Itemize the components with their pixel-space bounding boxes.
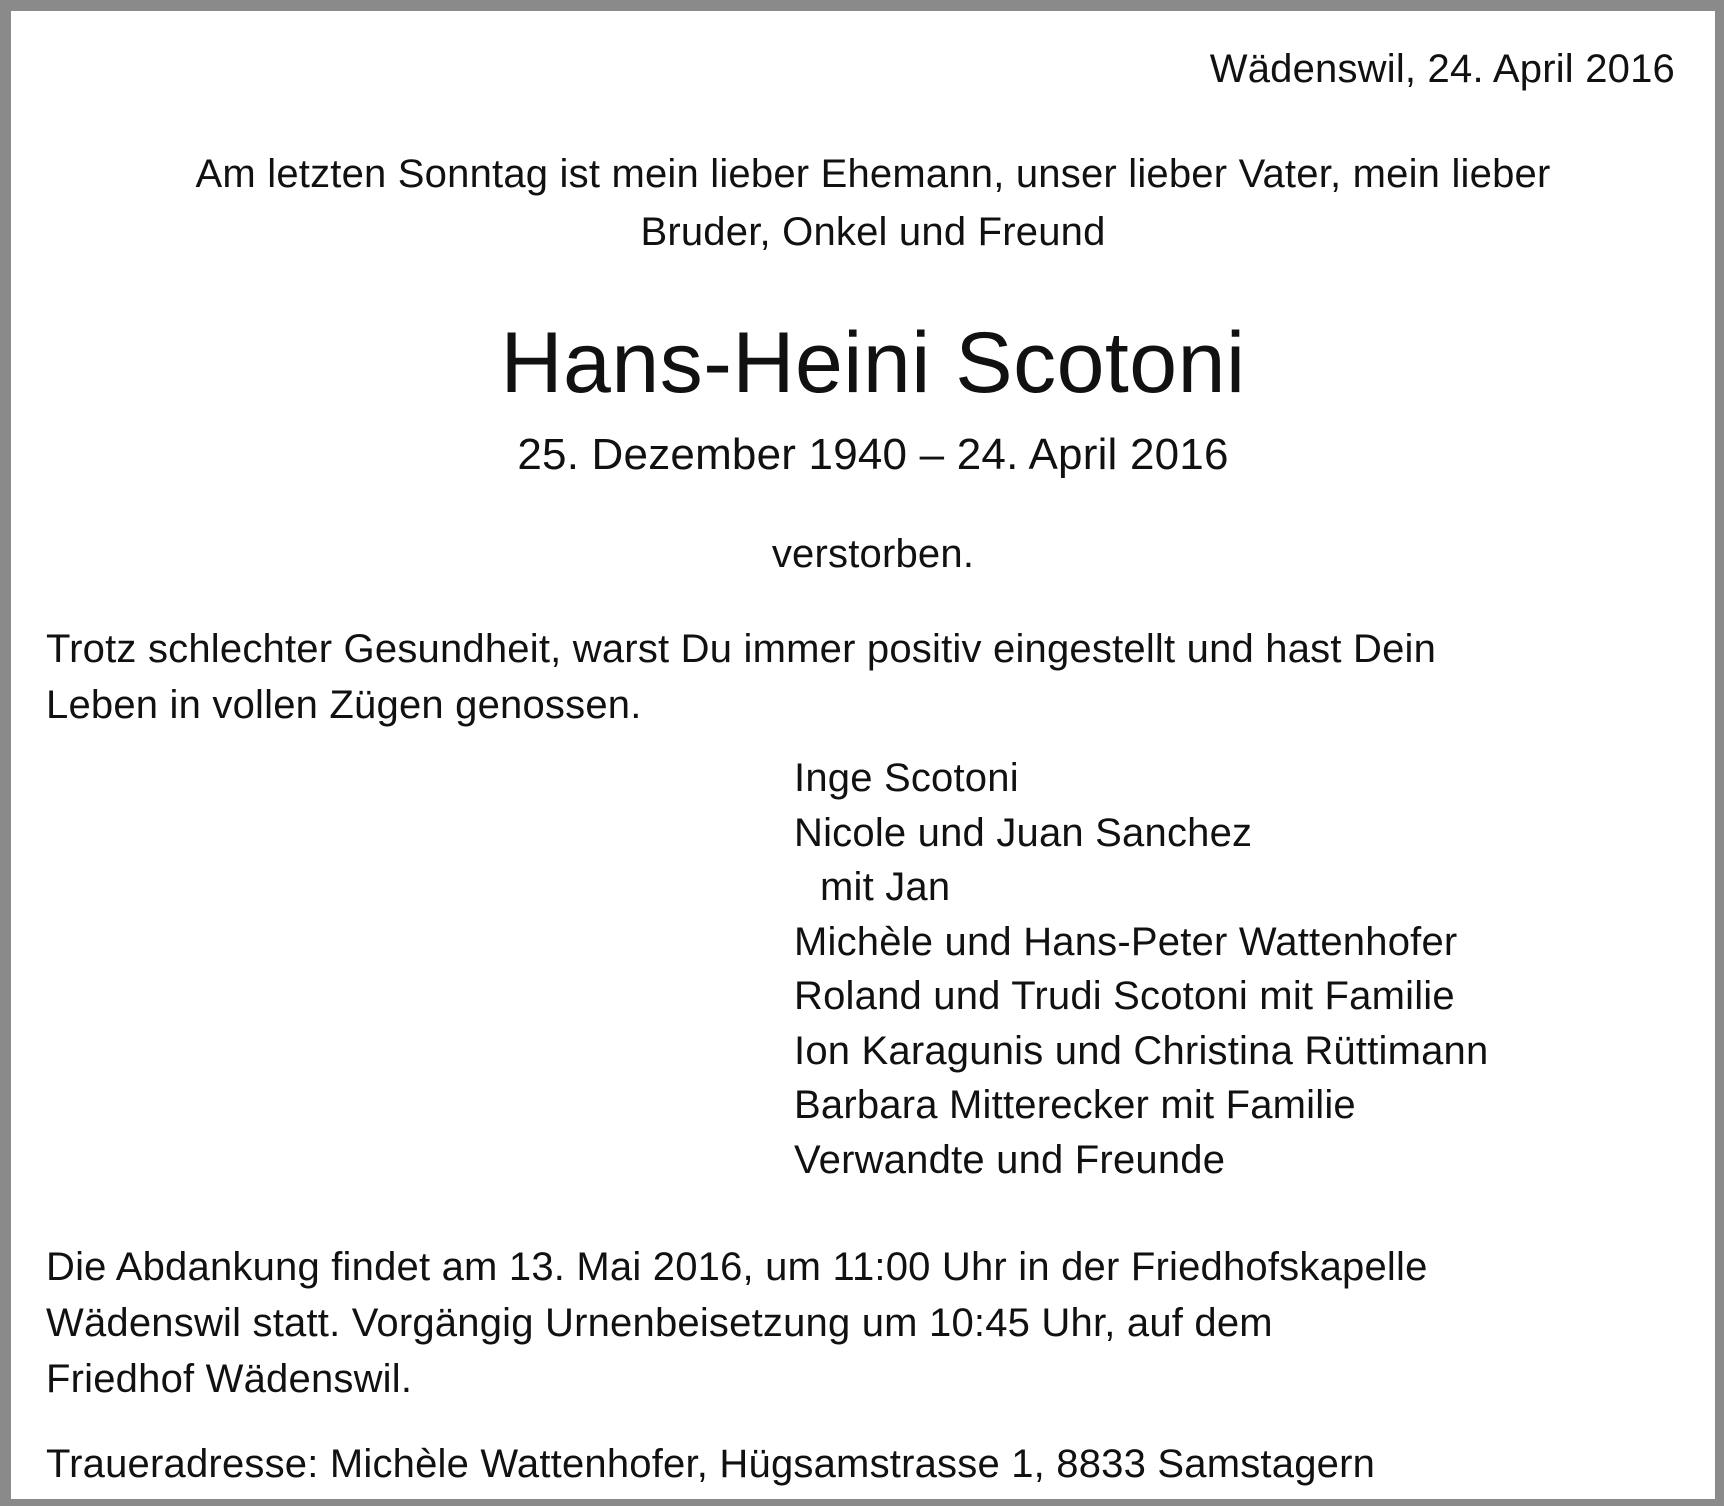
mourner-name: Verwandte und Freunde <box>794 1137 1226 1182</box>
life-dates: 25. Dezember 1940 – 24. April 2016 <box>517 430 1229 479</box>
tribute-line-1: Trotz schlechter Gesundheit, warst Du immer positiv eingestellt und hast Dein <box>46 627 1437 671</box>
passed-word: verstorben. <box>771 532 975 576</box>
mourner-name: Inge Scotoni <box>794 756 1019 800</box>
place-date: Wädenswil, 24. April 2016 <box>1209 47 1675 91</box>
mourner-name: Ion Karagunis und Christina Rüttimann <box>794 1028 1489 1073</box>
mourner-name: Michèle und Hans-Peter Wattenhofer <box>794 919 1458 964</box>
service-line-1: Die Abdankung findet am 13. Mai 2016, um 11:00 Uhr in der Friedhofskapelle <box>46 1245 1428 1289</box>
service-line-3: Friedhof Wädenswil. <box>46 1357 413 1401</box>
service-line-2: Wädenswil statt. Vorgängig Urnenbeisetzung um 10:45 Uhr, auf dem <box>46 1301 1273 1345</box>
deceased-name: Hans-Heini Scotoni <box>500 315 1246 411</box>
mourners-list <box>794 751 1488 1187</box>
intro-line-1: Am letzten Sonntag ist mein lieber Ehemann, unser lieber Vater, mein lieber <box>195 152 1551 196</box>
mourner-name: Nicole und Juan Sanchez <box>794 810 1253 855</box>
mourner-name: mit Jan <box>820 865 951 909</box>
intro-line-2: Bruder, Onkel und Freund <box>640 210 1106 254</box>
tribute-line-2: Leben in vollen Zügen genossen. <box>46 683 642 727</box>
mourner-name: Barbara Mitterecker mit Familie <box>794 1083 1356 1127</box>
mourner-name: Roland und Trudi Scotoni mit Familie <box>794 974 1455 1018</box>
mourning-address: Traueradresse: Michèle Wattenhofer, Hügsamstrasse 1, 8833 Samstagern <box>46 1442 1376 1486</box>
